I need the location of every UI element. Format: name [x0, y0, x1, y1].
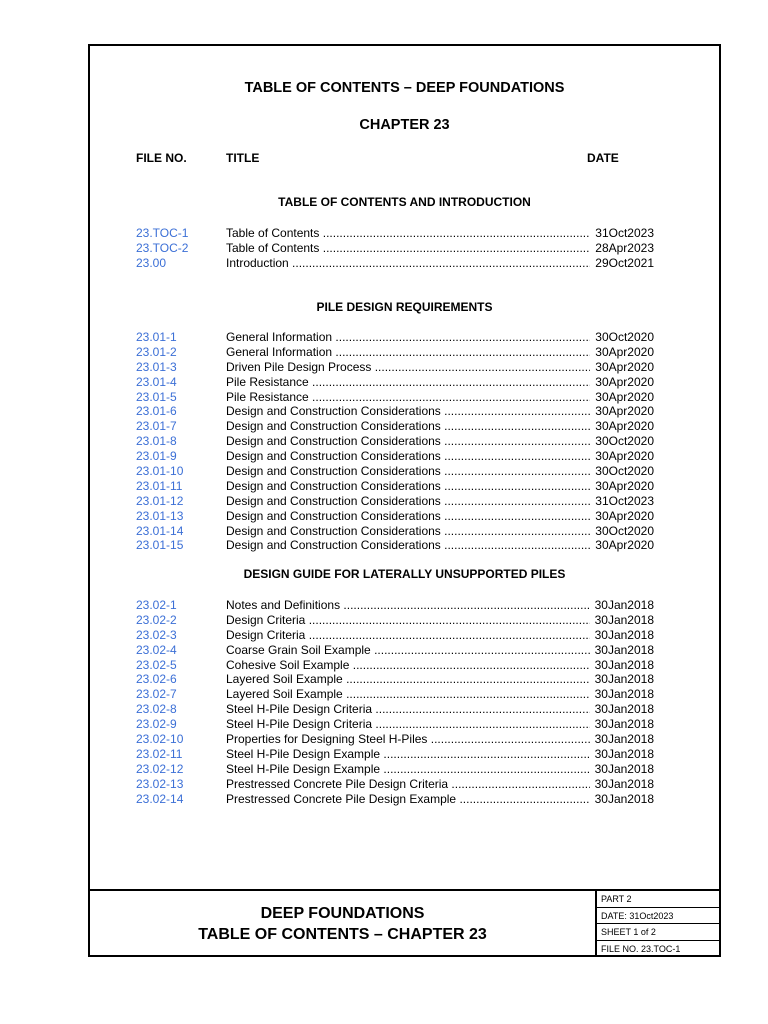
- entry-title: Design and Construction Considerations .....: [226, 419, 590, 434]
- entry-date: 29Oct2021: [595, 255, 654, 270]
- entry-title: Design and Construction Considerations .....: [226, 538, 590, 553]
- file-number-link[interactable]: 23.00: [136, 255, 167, 270]
- toc-row: [136, 717, 652, 732]
- entry-date: 30Jan2018: [594, 761, 654, 776]
- section-heading: PILE DESIGN REQUIREMENTS: [316, 300, 493, 314]
- toc-row: [136, 479, 652, 494]
- column-header-date: DATE: [587, 151, 619, 165]
- title-block-line1: DEEP FOUNDATIONS: [260, 905, 425, 922]
- toc-row: [136, 643, 652, 658]
- entry-date: 30Apr2020: [595, 359, 654, 374]
- file-number-link[interactable]: 23.01-9: [136, 449, 177, 464]
- entry-date: 30Jan2018: [594, 746, 654, 761]
- entry-title: Layered Soil Example .....: [226, 687, 590, 702]
- entry-date: 30Jan2018: [594, 598, 654, 612]
- entry-date: 30Jan2018: [594, 687, 654, 702]
- entry-title: Prestressed Concrete Pile Design Criteria .....: [226, 777, 590, 792]
- title-block-meta: [597, 891, 721, 957]
- file-number-link[interactable]: 23.TOC-1: [136, 226, 189, 240]
- entry-date: 30Oct2020: [595, 434, 654, 449]
- entry-title: Notes and Definitions .....: [226, 598, 590, 613]
- entry-title: Steel H-Pile Design Criteria .....: [226, 717, 590, 732]
- entry-date: 30Apr2020: [595, 449, 654, 464]
- entry-date: 30Apr2020: [595, 404, 654, 419]
- entry-date: 30Jan2018: [594, 657, 654, 672]
- file-number-link[interactable]: 23.02-2: [136, 612, 177, 627]
- entry-title: General Information .....: [226, 345, 590, 360]
- toc-row: [136, 687, 652, 702]
- toc-row: [136, 598, 652, 613]
- toc-row: [136, 494, 652, 509]
- toc-row: [136, 390, 652, 405]
- toc-list: [136, 598, 652, 806]
- entry-date: 30Jan2018: [594, 702, 654, 717]
- entry-date: 30Apr2020: [595, 374, 654, 389]
- file-number-link[interactable]: 23.01-3: [136, 359, 177, 374]
- entry-title: Introduction .....: [226, 256, 590, 271]
- document-page: [88, 44, 721, 957]
- entry-title: Design and Construction Considerations .....: [226, 509, 590, 524]
- file-number-link[interactable]: 23.TOC-2: [136, 240, 189, 255]
- toc-row: [136, 777, 652, 792]
- entry-date: 30Apr2020: [595, 508, 654, 523]
- entry-title: Properties for Designing Steel H-Piles .....: [226, 732, 590, 747]
- file-number-link[interactable]: 23.02-8: [136, 702, 177, 717]
- toc-row: [136, 434, 652, 449]
- entry-title: Driven Pile Design Process .....: [226, 360, 590, 375]
- file-number-link[interactable]: 23.01-4: [136, 374, 177, 389]
- file-number-link[interactable]: 23.02-5: [136, 657, 177, 672]
- title-block-line2: TABLE OF CONTENTS – CHAPTER 23: [198, 926, 487, 943]
- entry-title: Steel H-Pile Design Example .....: [226, 747, 590, 762]
- file-number-link[interactable]: 23.01-14: [136, 523, 184, 538]
- entry-date: 30Apr2020: [595, 344, 654, 359]
- entry-title: Design and Construction Considerations .....: [226, 434, 590, 449]
- entry-title: Steel H-Pile Design Example .....: [226, 762, 590, 777]
- toc-row: [136, 672, 652, 687]
- toc-row: [136, 538, 652, 553]
- entry-title: Pile Resistance .....: [226, 375, 590, 390]
- entry-date: 30Apr2020: [595, 478, 654, 493]
- entry-date: 30Apr2020: [595, 389, 654, 404]
- entry-title: Table of Contents .....: [226, 226, 590, 241]
- entry-title: Design and Construction Considerations .....: [226, 524, 590, 539]
- column-header-file-no: FILE NO.: [136, 151, 187, 165]
- file-number-link[interactable]: 23.01-8: [136, 434, 177, 449]
- section-heading: DESIGN GUIDE FOR LATERALLY UNSUPPORTED PILES: [243, 567, 566, 581]
- entry-date: 30Jan2018: [594, 642, 654, 657]
- file-number-link[interactable]: 23.02-14: [136, 791, 184, 806]
- file-number-link[interactable]: 23.01-6: [136, 404, 177, 419]
- entry-title: Coarse Grain Soil Example .....: [226, 643, 590, 658]
- entry-date: 30Oct2020: [595, 464, 654, 479]
- file-number-link[interactable]: 23.02-11: [136, 746, 183, 761]
- file-number-link[interactable]: 23.02-1: [136, 598, 177, 612]
- entry-date: 30Jan2018: [594, 791, 654, 806]
- entry-date: 28Apr2023: [595, 240, 654, 255]
- entry-date: 30Apr2020: [595, 538, 654, 553]
- part-label: PART 2: [597, 891, 721, 908]
- toc-row: [136, 658, 652, 673]
- toc-row: [136, 375, 652, 390]
- entry-title: Steel H-Pile Design Criteria .....: [226, 702, 590, 717]
- file-number-link[interactable]: 23.02-12: [136, 761, 184, 776]
- file-number-link[interactable]: 23.01-7: [136, 419, 177, 434]
- file-number-link[interactable]: 23.02-4: [136, 642, 177, 657]
- entry-title: General Information .....: [226, 330, 590, 345]
- entry-title: Design and Construction Considerations .....: [226, 479, 590, 494]
- file-number-link[interactable]: 23.01-2: [136, 344, 177, 359]
- entry-title: Layered Soil Example .....: [226, 672, 590, 687]
- entry-date: 30Oct2020: [595, 330, 654, 344]
- file-number-link[interactable]: 23.02-3: [136, 627, 177, 642]
- entry-title: Design and Construction Considerations .....: [226, 404, 590, 419]
- title-block-main: [90, 891, 597, 957]
- file-number-link[interactable]: 23.01-10: [136, 464, 184, 479]
- entry-title: Design and Construction Considerations .....: [226, 464, 590, 479]
- entry-date: 30Jan2018: [594, 732, 654, 747]
- toc-row: [136, 345, 652, 360]
- toc-row: [136, 628, 652, 643]
- entry-date: 30Oct2020: [595, 523, 654, 538]
- entry-date: 30Jan2018: [594, 612, 654, 627]
- toc-row: [136, 449, 652, 464]
- entry-title: Cohesive Soil Example .....: [226, 658, 590, 673]
- sheet-label: SHEET 1 of 2: [597, 924, 721, 941]
- file-number-link[interactable]: 23.02-13: [136, 776, 184, 791]
- entry-date: 30Jan2018: [594, 776, 654, 791]
- entry-title: Table of Contents .....: [226, 241, 590, 256]
- entry-title: Pile Resistance .....: [226, 390, 590, 405]
- toc-row: [136, 419, 652, 434]
- toc-row: [136, 732, 652, 747]
- toc-row: [136, 330, 652, 345]
- file-number-label: FILE NO. 23.TOC-1: [601, 943, 681, 954]
- toc-row: [136, 464, 652, 479]
- file-number-link[interactable]: 23.01-11: [136, 478, 183, 493]
- toc-row: [136, 404, 652, 419]
- toc-row: [136, 747, 652, 762]
- file-number-link[interactable]: 23.01-13: [136, 508, 184, 523]
- entry-title: Design Criteria .....: [226, 628, 590, 643]
- file-number-link[interactable]: 23.01-15: [136, 538, 184, 553]
- entry-title: Design and Construction Considerations .....: [226, 494, 590, 509]
- file-number-link[interactable]: 23.02-10: [136, 732, 184, 747]
- toc-row: [136, 509, 652, 524]
- column-header-title: TITLE: [226, 151, 260, 165]
- toc-row: [136, 360, 652, 375]
- toc-row: [136, 524, 652, 539]
- toc-list: [136, 330, 652, 553]
- title-block: [90, 889, 719, 957]
- entry-date: 30Jan2018: [594, 627, 654, 642]
- file-number-link[interactable]: 23.02-7: [136, 687, 177, 702]
- toc-row: [136, 702, 652, 717]
- entry-title: Design and Construction Considerations .....: [226, 449, 590, 464]
- toc-row: [136, 762, 652, 777]
- toc-row: [136, 792, 652, 807]
- toc-row: [136, 226, 652, 241]
- toc-row: [136, 613, 652, 628]
- file-number-link[interactable]: 23.01-12: [136, 493, 184, 508]
- chapter-heading: CHAPTER 23: [359, 117, 450, 133]
- document-title: TABLE OF CONTENTS – DEEP FOUNDATIONS: [244, 80, 565, 96]
- entry-date: 31Oct2023: [595, 493, 654, 508]
- entry-title: Prestressed Concrete Pile Design Example .....: [226, 792, 590, 807]
- file-number-link[interactable]: 23.02-6: [136, 672, 177, 687]
- section-heading: TABLE OF CONTENTS AND INTRODUCTION: [278, 195, 531, 209]
- entry-title: Design Criteria .....: [226, 613, 590, 628]
- file-number-link[interactable]: 23.01-1: [136, 330, 177, 344]
- entry-date: 31Oct2023: [595, 226, 654, 240]
- file-number-link[interactable]: 23.02-9: [136, 717, 177, 732]
- toc-row: [136, 256, 652, 271]
- file-number-link[interactable]: 23.01-5: [136, 389, 177, 404]
- entry-date: 30Apr2020: [595, 419, 654, 434]
- entry-date: 30Jan2018: [594, 672, 654, 687]
- date-label: DATE: 31Oct2023: [597, 908, 721, 925]
- toc-list: [136, 226, 652, 271]
- toc-row: [136, 241, 652, 256]
- entry-date: 30Jan2018: [594, 717, 654, 732]
